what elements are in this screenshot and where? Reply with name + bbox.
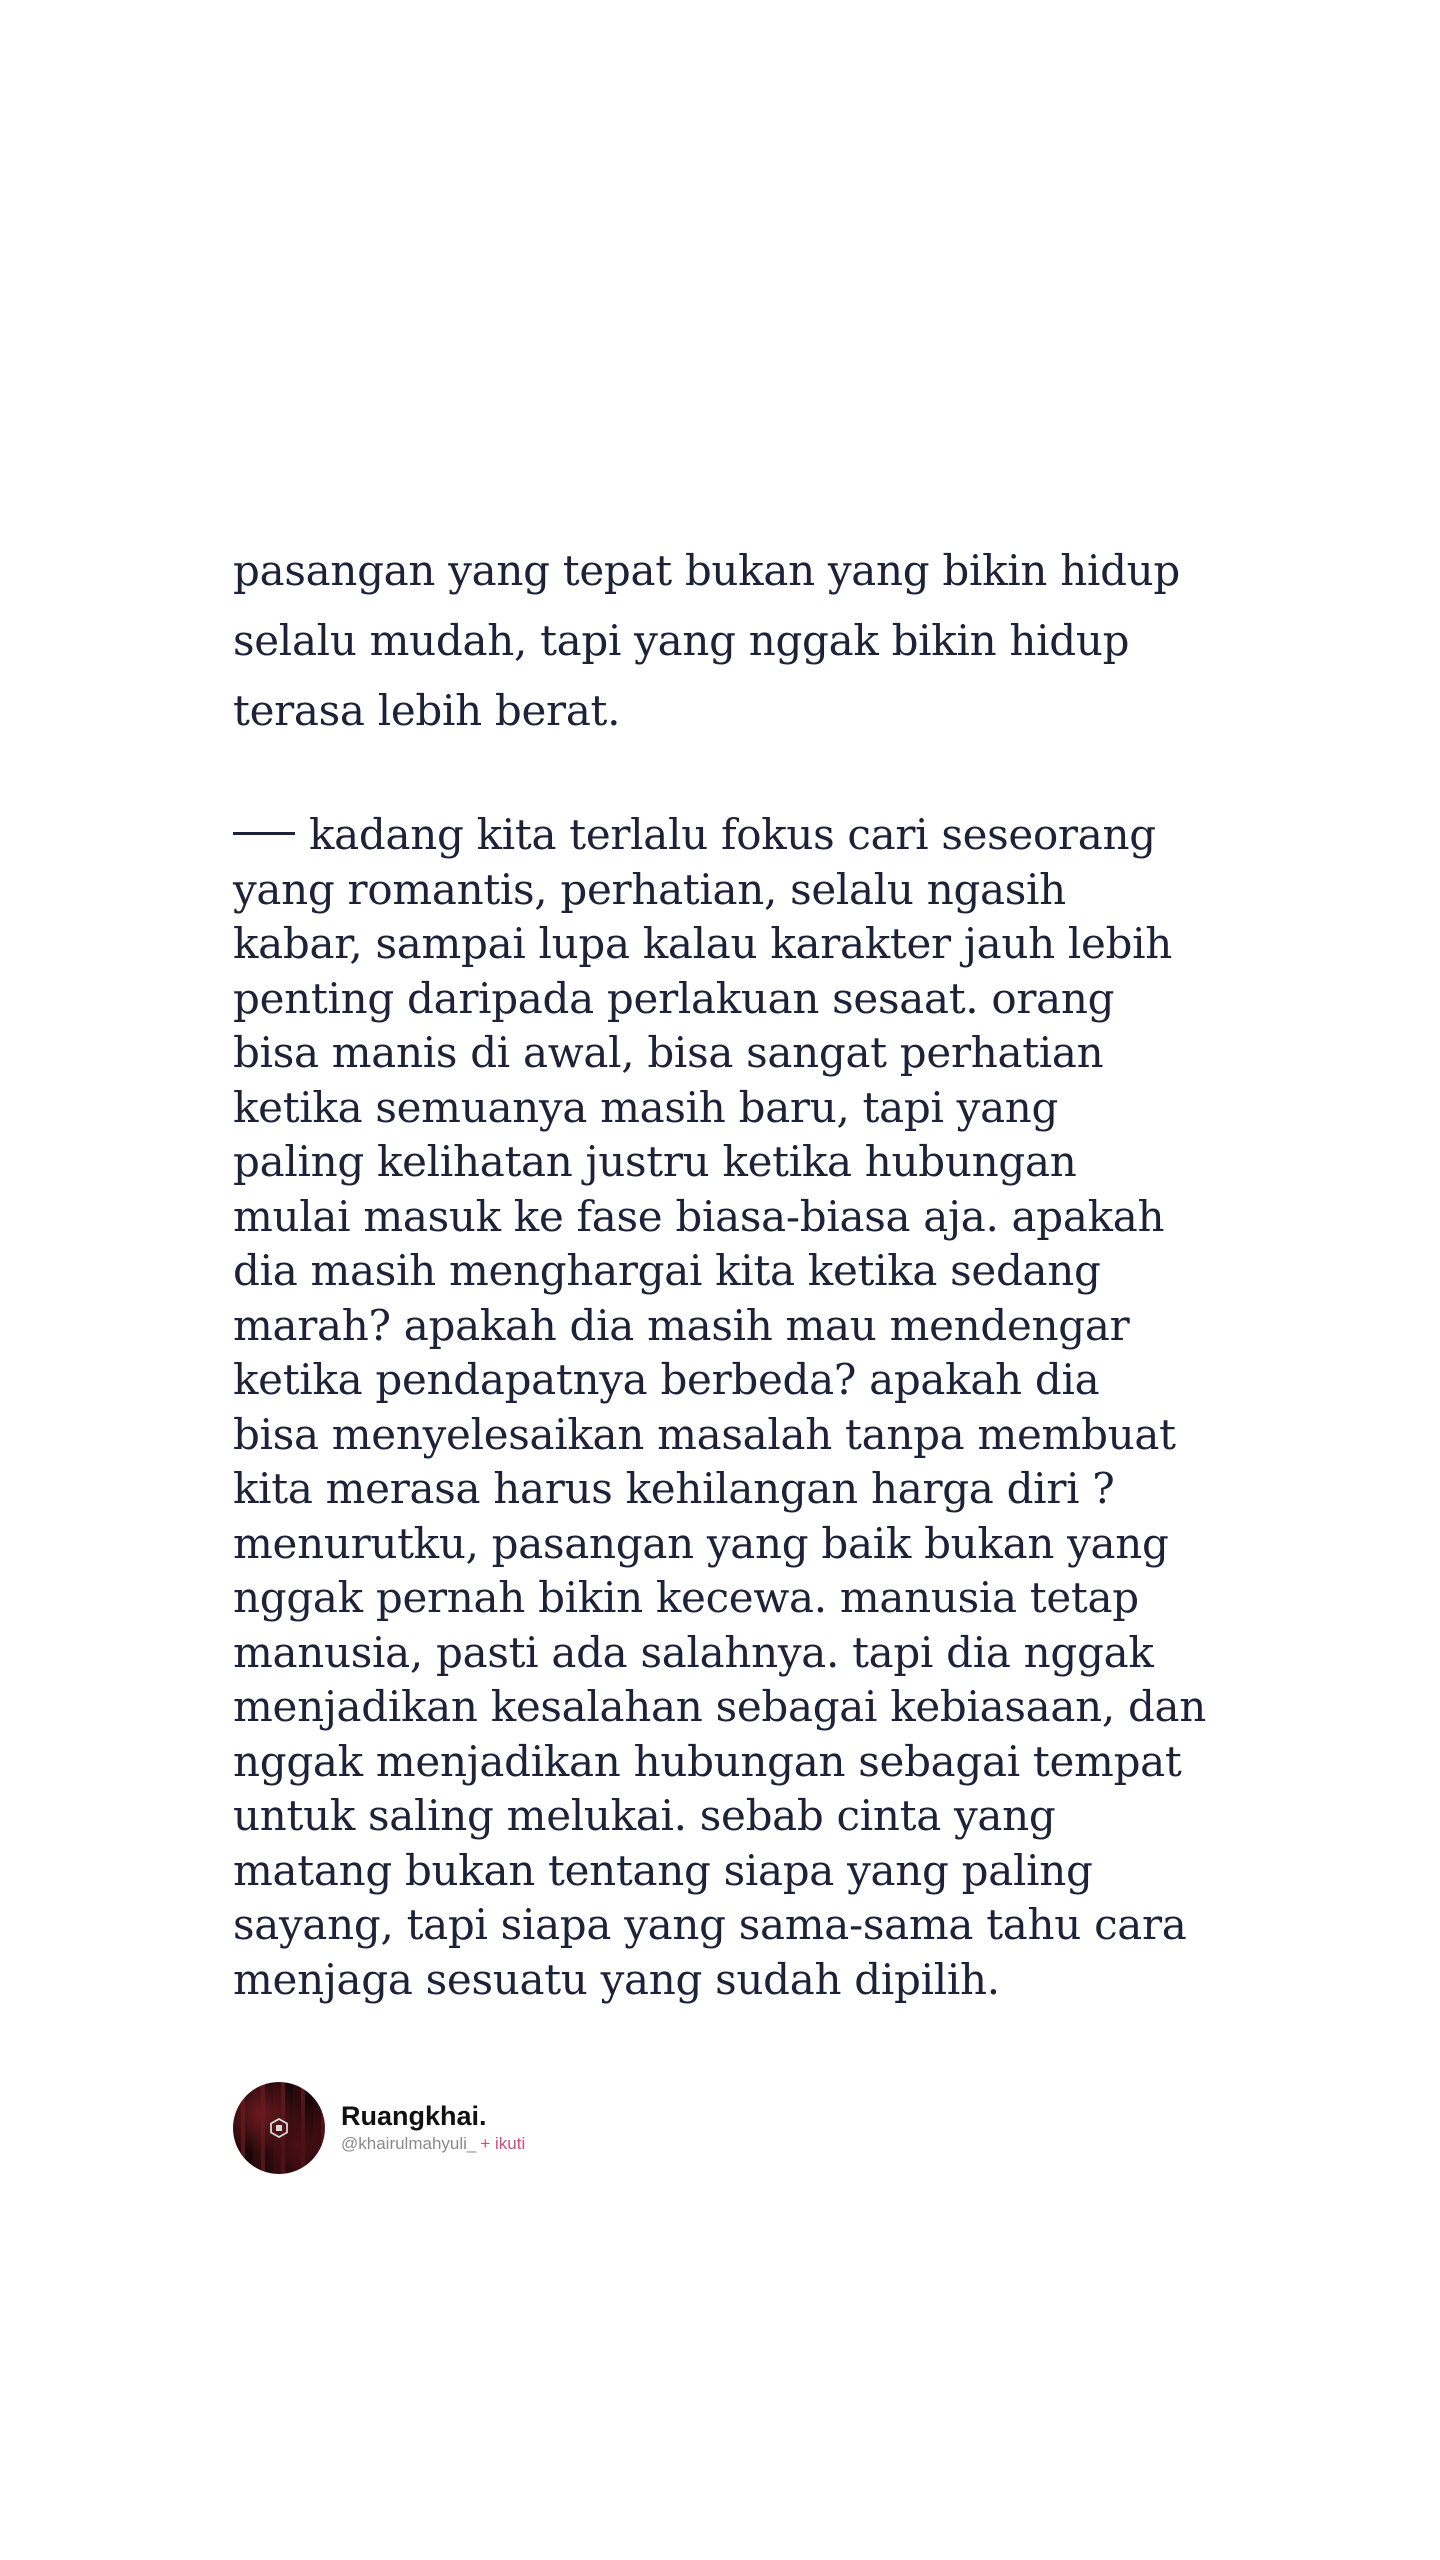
headline bbox=[233, 536, 1233, 746]
body-line-first bbox=[233, 808, 1233, 863]
follow-button[interactable]: + ikuti bbox=[480, 2134, 526, 2153]
hexagon-logo-icon bbox=[269, 2118, 289, 2138]
body-line: mulai masuk ke fase biasa-biasa aja. apakah bbox=[233, 1191, 1165, 1241]
headline-line: terasa lebih berat. bbox=[233, 686, 621, 735]
body-line: untuk saling melukai. sebab cinta yang bbox=[233, 1791, 1056, 1840]
body-line: ketika pendapatnya berbeda? apakah dia bbox=[233, 1355, 1100, 1404]
body-line: menurutku, pasangan yang baik bukan yang bbox=[233, 1518, 1169, 1568]
profile-info bbox=[341, 2101, 525, 2155]
author-handle-row bbox=[341, 2133, 525, 2155]
body-line: menjadikan kesalahan sebagai kebiasaan, dan bbox=[233, 1682, 1207, 1731]
headline-line: selalu mudah, tapi yang nggak bikin hidup bbox=[233, 616, 1130, 665]
body-line: sayang, tapi siapa yang sama-sama tahu cara bbox=[233, 1900, 1187, 1949]
body-line: kabar, sampai lupa kalau karakter jauh lebih bbox=[233, 919, 1173, 968]
headline-line: pasangan yang tepat bukan yang bikin hidup bbox=[233, 546, 1181, 595]
body-line: manusia, pasti ada salahnya. tapi dia nggak bbox=[233, 1627, 1154, 1677]
author-handle[interactable]: @khairulmahyuli_ bbox=[341, 2134, 477, 2153]
body-line: bisa menyelesaikan masalah tanpa membuat bbox=[233, 1409, 1176, 1459]
body-line: nggak pernah bikin kecewa. manusia tetap bbox=[233, 1573, 1139, 1622]
body-line: penting daripada perlakuan sesaat. orang bbox=[233, 973, 1115, 1023]
body-line: ketika semuanya masih baru, tapi yang bbox=[233, 1082, 1059, 1132]
em-dash-icon bbox=[233, 832, 295, 835]
body-line: nggak menjadikan hubungan sebagai tempat bbox=[233, 1736, 1182, 1786]
post-content bbox=[233, 536, 1233, 2007]
body-line: marah? apakah dia masih mau mendengar bbox=[233, 1300, 1130, 1350]
body-line: kita merasa harus kehilangan harga diri ? bbox=[233, 1464, 1115, 1513]
body-line: paling kelihatan justru ketika hubungan bbox=[233, 1137, 1077, 1186]
body-line: bisa manis di awal, bisa sangat perhatian bbox=[233, 1028, 1104, 1077]
author-profile bbox=[233, 2082, 525, 2174]
body-paragraph bbox=[233, 808, 1233, 2007]
body-line: dia masih menghargai kita ketika sedang bbox=[233, 1246, 1101, 1295]
author-name[interactable]: Ruangkhai. bbox=[341, 2101, 487, 2131]
avatar[interactable] bbox=[233, 2082, 325, 2174]
body-line: matang bukan tentang siapa yang paling bbox=[233, 1845, 1093, 1895]
body-line: menjaga sesuatu yang sudah dipilih. bbox=[233, 1954, 1000, 2004]
body-line: kadang kita terlalu fokus cari seseorang bbox=[309, 810, 1156, 859]
body-line: yang romantis, perhatian, selalu ngasih bbox=[233, 864, 1066, 914]
